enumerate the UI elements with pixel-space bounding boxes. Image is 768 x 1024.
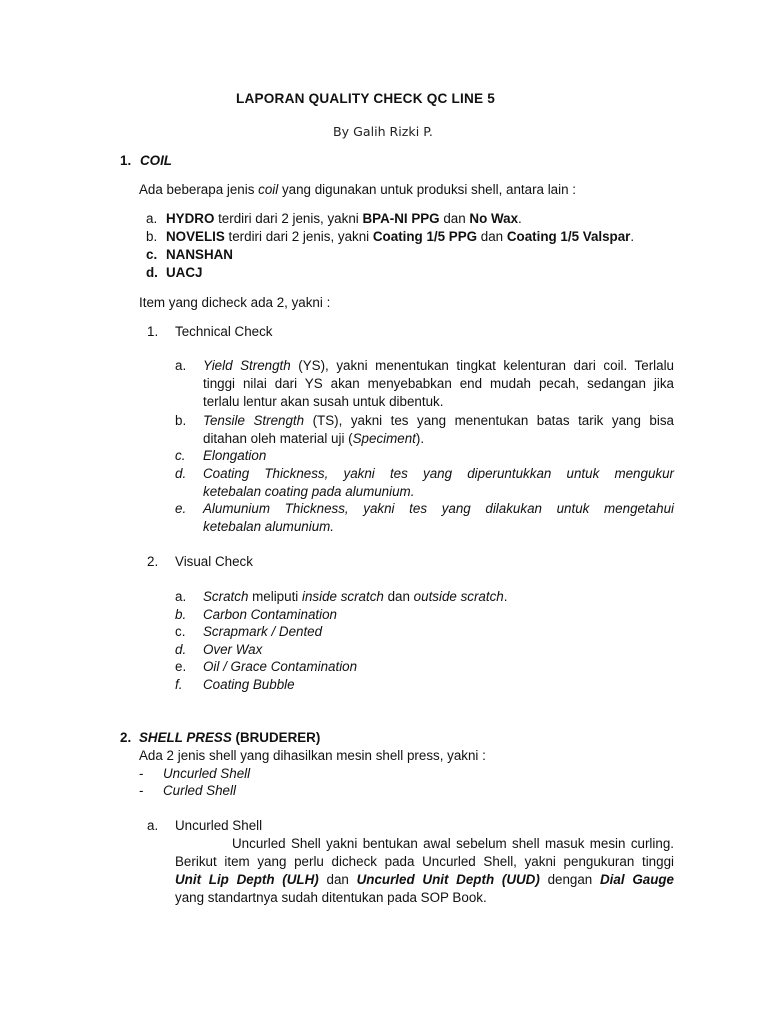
visual-item-carbon-contamination: Carbon Contamination: [203, 607, 337, 622]
technical-marker: a.: [175, 358, 187, 373]
coil-item-novelis: NOVELIS terdiri dari 2 jenis, yakni Coating 1/5 PPG dan Coating 1/5 Valspar.: [166, 229, 635, 244]
technical-item-yield-strength-l3: terlalu lentur akan susah untuk dibentuk.: [203, 394, 444, 409]
uncurled-shell-label: Uncurled Shell: [175, 818, 263, 833]
shell-type-curled: Curled Shell: [163, 783, 236, 798]
section-1-number: 1.: [120, 153, 132, 168]
shell-type-uncurled: Uncurled Shell: [163, 766, 251, 781]
visual-item-scrapmark: Scrapmark / Dented: [203, 624, 323, 639]
shell-type-dash: -: [139, 783, 144, 798]
visual-item-over-wax: Over Wax: [203, 642, 263, 657]
visual-marker: a.: [175, 589, 187, 604]
visual-check-number: 2.: [147, 554, 159, 569]
coil-item-nanshan: NANSHAN: [166, 247, 233, 262]
technical-check-number: 1.: [147, 324, 159, 339]
coil-intro: Ada beberapa jenis coil yang digunakan untuk produksi shell, antara lain :: [139, 182, 576, 197]
visual-marker: e.: [175, 659, 187, 674]
technical-item-coating-thickness-l2: ketebalan coating pada alumunium.: [203, 484, 415, 499]
author-line: By Galih Rizki P.: [333, 124, 433, 139]
uncurled-shell-paragraph-l2: Berikut item yang perlu dicheck pada Uncurled Shell, yakni pengukuran tinggi: [175, 854, 674, 869]
checks-intro: Item yang dicheck ada 2, yakni :: [139, 295, 331, 310]
coil-marker: b.: [146, 229, 158, 244]
technical-marker: e.: [175, 501, 187, 516]
technical-marker: b.: [175, 413, 187, 428]
visual-marker: c.: [175, 624, 186, 639]
uncurled-shell-paragraph-l4: yang standartnya sudah ditentukan pada SOP Book.: [175, 890, 487, 905]
technical-item-tensile-strength-l1: Tensile Strength (TS), yakni tes yang menentukan batas tarik yang bisa: [203, 413, 674, 428]
visual-item-coating-bubble: Coating Bubble: [203, 677, 295, 692]
visual-check-label: Visual Check: [175, 554, 253, 569]
visual-marker: f.: [175, 677, 183, 692]
technical-item-yield-strength-l2: tinggi nilai dari YS akan menyebabkan end mudah pecah, sedangan jika: [203, 376, 674, 391]
shell-type-dash: -: [139, 766, 144, 781]
technical-item-tensile-strength-l2: ditahan oleh material uji (Speciment).: [203, 431, 425, 446]
section-2-number: 2.: [120, 730, 132, 745]
visual-marker: b.: [175, 607, 187, 622]
uncurled-shell-marker: a.: [147, 818, 159, 833]
visual-item-oil-contamination: Oil / Grace Contamination: [203, 659, 358, 674]
visual-item-scratch: Scratch meliputi inside scratch dan outside scratch.: [203, 589, 508, 604]
technical-item-elongation: Elongation: [203, 448, 267, 463]
report-title: LAPORAN QUALITY CHECK QC LINE 5: [236, 91, 495, 106]
technical-item-yield-strength-l1: Yield Strength (YS), yakni menentukan tingkat kelenturan dari coil. Terlalu: [203, 358, 674, 373]
technical-marker: d.: [175, 466, 187, 481]
shell-press-intro: Ada 2 jenis shell yang dihasilkan mesin shell press, yakni :: [139, 748, 486, 763]
coil-marker: c.: [146, 247, 158, 262]
coil-item-uacj: UACJ: [166, 265, 203, 280]
section-2-heading: SHELL PRESS (BRUDERER): [139, 730, 321, 745]
technical-item-alumunium-thickness-l1: Alumunium Thickness, yakni tes yang dilakukan untuk mengetahui: [203, 501, 674, 516]
technical-check-label: Technical Check: [175, 324, 273, 339]
coil-marker: a.: [146, 211, 158, 226]
visual-marker: d.: [175, 642, 187, 657]
coil-item-hydro: HYDRO terdiri dari 2 jenis, yakni BPA-NI PPG dan No Wax.: [166, 211, 522, 226]
technical-item-alumunium-thickness-l2: ketebalan alumunium.: [203, 519, 335, 534]
uncurled-shell-paragraph-l1: Uncurled Shell yakni bentukan awal sebelum shell masuk mesin curling.: [232, 836, 674, 851]
technical-marker: c.: [175, 448, 186, 463]
coil-marker: d.: [146, 265, 158, 280]
section-1-heading: COIL: [140, 153, 172, 168]
uncurled-shell-paragraph-l3: Unit Lip Depth (ULH) dan Uncurled Unit Depth (UUD) dengan Dial Gauge: [175, 872, 674, 887]
technical-item-coating-thickness-l1: Coating Thickness, yakni tes yang diperuntukkan untuk mengukur: [203, 466, 674, 481]
